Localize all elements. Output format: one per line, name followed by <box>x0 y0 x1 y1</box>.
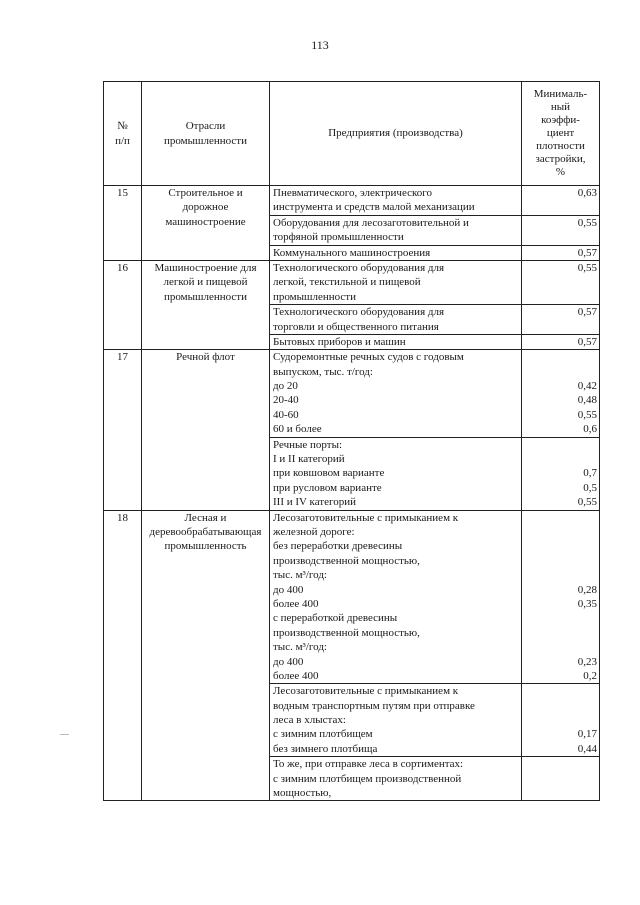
enterprise-line: Бытовых приборов и машин <box>273 335 406 348</box>
enterprise-line: леса в хлыстах: <box>273 714 346 727</box>
enterprise-line: То же, при отправке леса в сортиментах: <box>273 758 464 771</box>
coefficient-value <box>525 539 597 553</box>
coefficient-value <box>525 438 597 452</box>
industry-line: Речной флот <box>176 351 235 364</box>
industry-line: дорожное <box>182 201 229 214</box>
row-number: 16 <box>104 260 142 349</box>
coefficient-cell <box>522 186 600 216</box>
coefficient-cell <box>522 305 600 335</box>
enterprise-line: тыс. м³/год: <box>273 641 327 654</box>
industry-line: деревообрабатывающая <box>149 525 262 538</box>
enterprise-cell <box>270 437 522 510</box>
coefficient-cell <box>522 260 600 304</box>
enterprise-line: легкой, текстильной и пищевой <box>273 276 421 289</box>
coefficient-cell <box>522 757 600 801</box>
coefficient-value <box>525 200 597 214</box>
coefficient-value <box>525 350 597 364</box>
coefficient-value: 0,57 <box>577 306 597 319</box>
enterprise-cell <box>270 684 522 757</box>
enterprise-line: производственной мощностью, <box>273 626 420 639</box>
enterprise-line: Оборудования для лесозаготовительной и <box>273 216 469 229</box>
enterprise-line: Речные порты: <box>273 438 343 451</box>
enterprise-line: 20-40 <box>273 394 299 407</box>
coefficient-value <box>525 611 597 625</box>
enterprise-line: с зимним плотбищем <box>273 728 373 741</box>
coefficient-value: 0,17 <box>577 728 597 741</box>
enterprise-line: тыс. м³/год: <box>273 569 327 582</box>
industry-line: легкой и пищевой <box>163 276 248 289</box>
coefficient-value: 0,55 <box>577 261 597 274</box>
enterprise-line: мощностью, <box>273 787 332 800</box>
enterprise-cell <box>270 334 522 349</box>
coefficient-cell <box>522 437 600 510</box>
enterprise-cell <box>270 260 522 304</box>
enterprise-line: при ковшовом варианте <box>273 467 385 480</box>
enterprise-line: Лесозаготовительные с примыканием к <box>273 685 459 698</box>
enterprise-line: при русловом варианте <box>273 481 382 494</box>
industry-line: машиностроение <box>165 215 246 228</box>
coefficient-value: 0,6 <box>583 423 597 436</box>
coefficient-value: 0,55 <box>577 408 597 421</box>
coefficient-value: 0,42 <box>577 380 597 393</box>
coefficient-value: 0,57 <box>577 335 597 348</box>
coefficient-value <box>525 568 597 582</box>
coefficient-value: 0,7 <box>583 467 597 480</box>
coefficient-value <box>525 452 597 466</box>
enterprise-line: до 20 <box>273 380 298 393</box>
enterprise-cell <box>270 186 522 216</box>
coefficient-value: 0,48 <box>577 394 597 407</box>
enterprise-line: без зимнего плотбища <box>273 742 378 755</box>
table-header <box>104 82 600 186</box>
enterprise-line: III и IV категорий <box>273 496 357 509</box>
row-number: 15 <box>104 186 142 261</box>
enterprise-cell <box>270 350 522 437</box>
coefficient-cell <box>522 684 600 757</box>
coefficient-value <box>525 275 597 289</box>
enterprise-line: торфяной промышленности <box>273 231 404 244</box>
enterprise-line: с зимним плотбищем производственной <box>273 772 462 785</box>
coefficient-value <box>525 525 597 539</box>
coefficient-value: 0,28 <box>577 583 597 596</box>
coefficient-value <box>525 713 597 727</box>
enterprise-line: инструмента и средств малой механизации <box>273 201 475 214</box>
coefficient-value: 0,44 <box>577 742 597 755</box>
header-coefficient: Минималь- ный коэффи- циент плотности застройки, % <box>522 82 600 186</box>
coefficient-value: 0,5 <box>583 481 597 494</box>
coefficient-cell <box>522 350 600 437</box>
enterprise-line: Технологического оборудования для <box>273 306 445 319</box>
coefficient-value <box>525 772 597 786</box>
enterprise-line: I и II категорий <box>273 453 345 466</box>
enterprise-line: Технологического оборудования для <box>273 261 445 274</box>
coefficient-value <box>525 511 597 525</box>
table-body <box>104 186 600 801</box>
row-number: 17 <box>104 350 142 510</box>
coefficient-value <box>525 699 597 713</box>
industry-line: Машиностроение для <box>154 261 257 274</box>
coefficient-value: 0,2 <box>583 669 597 682</box>
enterprise-cell <box>270 215 522 245</box>
enterprise-line: 60 и более <box>273 423 322 436</box>
header-industry: Отрасли промышленности <box>142 82 270 186</box>
enterprise-line: выпуском, тыс. т/год: <box>273 365 373 378</box>
industry-cell <box>142 186 270 261</box>
enterprise-cell <box>270 757 522 801</box>
enterprise-line: без переработки древесины <box>273 540 403 553</box>
coefficient-value <box>525 640 597 654</box>
enterprise-line: 40-60 <box>273 408 299 421</box>
table-row <box>104 186 600 216</box>
coefficient-value: 0,23 <box>577 655 597 668</box>
coefficient-cell <box>522 245 600 260</box>
coefficient-value <box>525 365 597 379</box>
table-row <box>104 350 600 437</box>
coefficient-cell <box>522 215 600 245</box>
row-number: 18 <box>104 510 142 801</box>
enterprise-line: с переработкой древесины <box>273 612 398 625</box>
coefficient-value <box>525 320 597 334</box>
header-number: № п/п <box>104 82 142 186</box>
coefficient-cell <box>522 510 600 684</box>
enterprise-cell <box>270 245 522 260</box>
coefficient-value <box>525 554 597 568</box>
coefficient-value: 0,55 <box>577 496 597 509</box>
page-number: 113 <box>311 38 329 52</box>
enterprise-line: Пневматического, электрического <box>273 187 433 199</box>
table-row <box>104 510 600 684</box>
enterprise-line: Лесозаготовительные с примыканием к <box>273 511 459 524</box>
enterprise-line: производственной мощностью, <box>273 554 420 567</box>
enterprise-cell <box>270 510 522 684</box>
industry-line: промышленности <box>164 290 247 303</box>
coefficient-value <box>525 230 597 244</box>
industry-line: Лесная и <box>184 511 227 524</box>
enterprise-line: до 400 <box>273 583 304 596</box>
coefficient-value: 0,57 <box>577 246 597 259</box>
header-enterprise: Предприятия (производства) <box>270 82 522 186</box>
enterprise-line: более 400 <box>273 597 319 610</box>
coefficient-value <box>525 626 597 640</box>
coefficient-value <box>525 757 597 771</box>
enterprise-line: водным транспортным путям при отправке <box>273 699 475 712</box>
coefficient-cell <box>522 334 600 349</box>
industry-cell <box>142 350 270 510</box>
coefficient-value <box>525 684 597 698</box>
coefficient-value: 0,63 <box>577 187 597 199</box>
industry-line: промышленность <box>164 540 247 553</box>
coefficient-value: 0,55 <box>577 216 597 229</box>
coefficient-value <box>525 786 597 800</box>
enterprise-line: более 400 <box>273 669 319 682</box>
industry-cell <box>142 510 270 801</box>
industry-cell <box>142 260 270 349</box>
enterprise-line: промышленности <box>273 290 356 303</box>
enterprise-line: железной дороге: <box>273 525 355 538</box>
coefficient-value <box>525 290 597 304</box>
industry-line: Строительное и <box>168 187 243 199</box>
enterprise-line: Коммунального машиностроения <box>273 246 431 259</box>
enterprise-line: Судоремонтные речных судов с годовым <box>273 351 464 364</box>
margin-mark <box>60 734 69 735</box>
table-row <box>104 260 600 304</box>
enterprise-line: торговли и общественного питания <box>273 320 439 333</box>
enterprise-line: до 400 <box>273 655 304 668</box>
planning-density-table <box>103 81 600 801</box>
coefficient-value: 0,35 <box>577 597 597 610</box>
enterprise-cell <box>270 305 522 335</box>
